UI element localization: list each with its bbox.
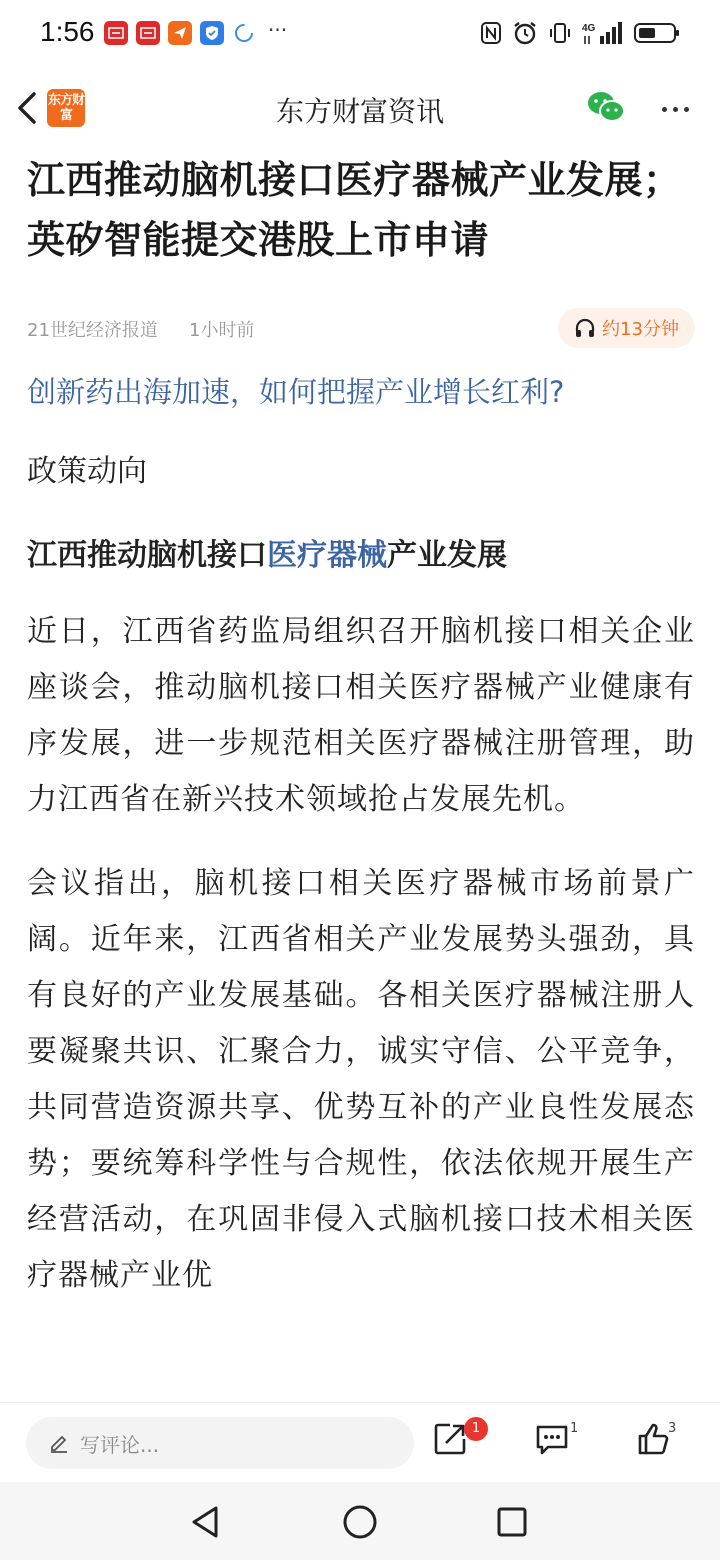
more-dot-icon [662, 107, 667, 112]
huawei-icon [136, 21, 160, 45]
comment-count: 1 [570, 1421, 579, 1436]
article-subheading [27, 536, 695, 576]
send-app-icon [168, 21, 192, 45]
listen-duration: 约13分钟 [602, 319, 679, 340]
thumbs-up-icon [636, 1421, 672, 1457]
app-header [0, 72, 720, 146]
system-nav-bar [0, 1482, 720, 1560]
system-icons [480, 20, 680, 46]
battery-icon [634, 21, 680, 45]
circle-home-icon [340, 1502, 380, 1542]
bottom-action-bar [0, 1402, 720, 1482]
huawei-icon [104, 21, 128, 45]
article-title: 江西推动脑机接口医疗器械产业发展；英矽智能提交港股上市申请 [27, 158, 682, 262]
comment-icon [534, 1421, 570, 1457]
comment-input[interactable] [26, 1417, 414, 1469]
nav-home-button[interactable] [340, 1502, 380, 1542]
article-source[interactable]: 21世纪经济报道 [27, 320, 158, 341]
share-badge: 1 [464, 1417, 488, 1441]
sync-icon [232, 21, 256, 45]
subheading-text: 产业发展 [387, 538, 507, 573]
network-type-label: 4G [582, 23, 596, 34]
more-dot-icon [673, 107, 678, 112]
article-body [27, 146, 695, 1304]
headphones-icon [574, 318, 596, 338]
vibrate-icon [548, 21, 572, 45]
article-paragraph: 近日，江西省药监局组织召开脑机接口相关企业座谈会，推动脑机接口相关医疗器械产业健康有序发展，进一步规范相关医疗器械注册管理，助力江西省在新兴技术领域抢占发展先机。 [27, 614, 695, 817]
article-meta [27, 304, 695, 352]
alarm-icon [512, 21, 538, 45]
section-label: 政策动向 [27, 454, 147, 489]
share-icon [432, 1421, 468, 1457]
article-paragraph: 会议指出，脑机接口相关医疗器械市场前景广阔。近年来，江西省相关产业发展势头强劲，具有良好的产业发展基础。各相关医疗器械注册人要凝聚共识、汇聚合力，诚实守信、公平竞争，共同营造资源共享、优势互补的产业良性发展态势；要统筹科学性与合规性，依法依规开展生产经营活动，在巩固非侵入式脑机接口技术相关医疗器械产业优 [27, 866, 695, 1293]
status-bar [0, 0, 720, 72]
listen-button[interactable] [558, 308, 695, 348]
nfc-icon [480, 21, 502, 45]
more-dot-icon [684, 107, 689, 112]
promo-link[interactable]: 创新药出海加速，如何把握产业增长红利? [27, 375, 565, 409]
back-button[interactable] [10, 86, 44, 130]
status-time: 1:56 [40, 16, 95, 47]
comment-placeholder: 写评论... [80, 1432, 160, 1457]
pencil-icon [48, 1432, 70, 1454]
wechat-share-button[interactable] [586, 90, 626, 124]
square-recents-icon [492, 1502, 532, 1542]
nav-back-button[interactable] [186, 1502, 226, 1542]
chevron-left-icon [16, 91, 38, 125]
app-logo[interactable]: 东方财富 [47, 89, 85, 127]
shield-check-icon [200, 21, 224, 45]
subheading-text: 江西推动脑机接口 [27, 538, 267, 573]
triangle-back-icon [186, 1502, 226, 1542]
signal-icon [582, 20, 624, 46]
nav-recents-button[interactable] [492, 1502, 532, 1542]
more-notifications-indicator: ··· [268, 18, 288, 42]
article-time: 1小时前 [189, 320, 255, 341]
notification-icons [104, 18, 288, 45]
more-options-button[interactable] [655, 94, 695, 124]
keyword-link[interactable]: 医疗器械 [267, 538, 387, 573]
page-title: 东方财富资讯 [275, 95, 444, 128]
wechat-icon [586, 90, 626, 124]
like-count: 3 [668, 1421, 677, 1436]
